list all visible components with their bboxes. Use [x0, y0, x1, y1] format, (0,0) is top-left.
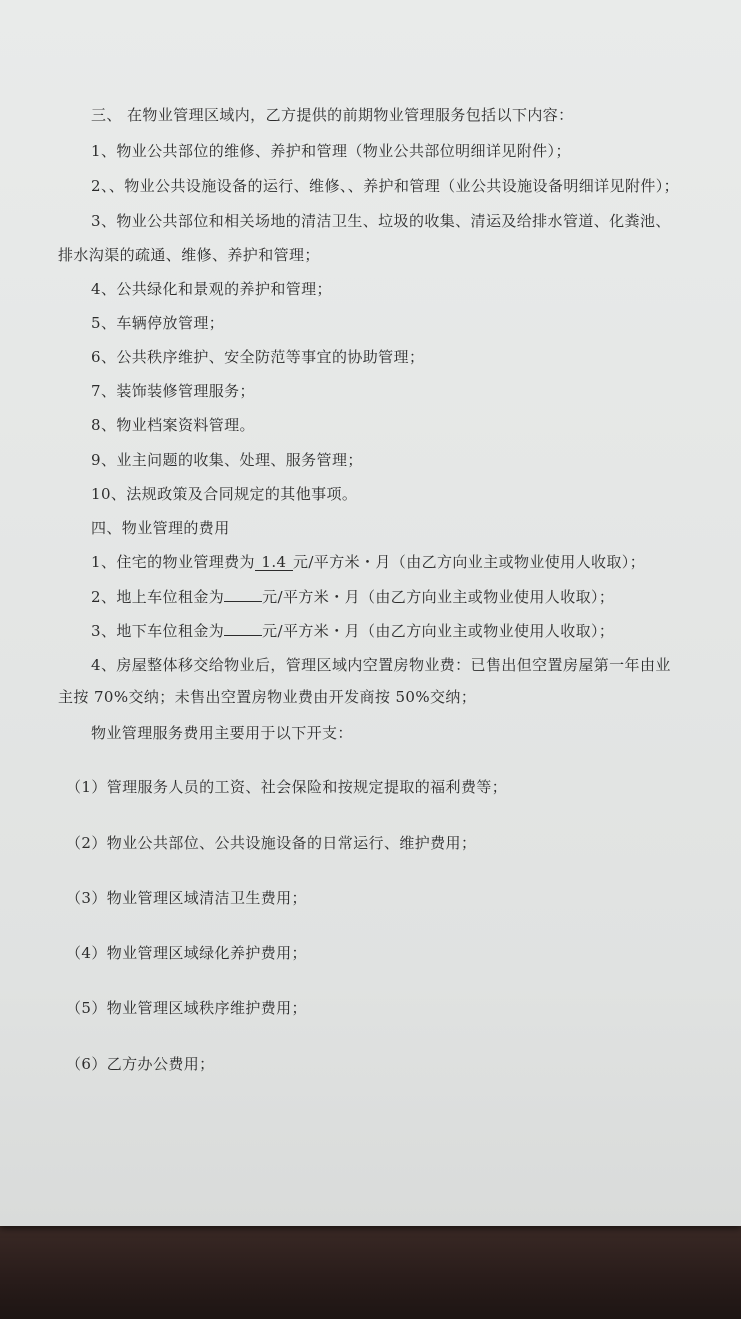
fee-1-value: 1.4 [255, 554, 293, 571]
service-item-8: 8、物业档案资料管理。 [91, 416, 255, 434]
fee-2-suffix: 元/平方米・月（由乙方向业主或物业使用人收取）； [262, 588, 615, 606]
service-item-7: 7、装饰装修管理服务； [91, 382, 255, 400]
fee-line-2 [91, 586, 614, 608]
service-item-4: 4、公共绿化和景观的养护和管理； [91, 280, 332, 298]
fee-2-prefix: 2、地上车位租金为 [91, 588, 225, 606]
fee-3-suffix: 元/平方米・月（由乙方向业主或物业使用人收取）； [262, 622, 615, 640]
fee-3-value [224, 635, 262, 636]
service-item-10: 10、法规政策及合同规定的其他事项。 [91, 485, 358, 503]
expense-item-4: （4）物业管理区域绿化养护费用； [66, 944, 307, 962]
expense-item-6: （6）乙方办公费用； [66, 1055, 215, 1073]
fee-1-prefix: 1、住宅的物业管理费为 [91, 553, 255, 571]
fee-line-1 [91, 551, 645, 573]
fee-3-prefix: 3、地下车位租金为 [91, 622, 225, 640]
service-item-3: 3、物业公共部位和相关场地的清洁卫生、垃圾的收集、清运及给排水管道、化粪池、 [91, 212, 671, 230]
fee-line-3 [91, 620, 614, 642]
service-item-3-continued: 排水沟渠的疏通、维修、养护和管理； [58, 246, 320, 264]
fee-line-4: 4、房屋整体移交给物业后，管理区域内空置房物业费：已售出但空置房屋第一年由业 [91, 656, 671, 674]
expense-item-2: （2）物业公共部位、公共设施设备的日常运行、维护费用； [66, 834, 477, 852]
service-item-9: 9、业主问题的收集、处理、服务管理； [91, 451, 363, 469]
fee-line-4-continued: 主按 70%交纳；未售出空置房物业费由开发商按 50%交纳； [58, 688, 477, 706]
section3-heading: 三、 在物业管理区域内，乙方提供的前期物业管理服务包括以下内容： [91, 106, 574, 124]
service-item-5: 5、车辆停放管理； [91, 314, 225, 332]
expense-item-5: （5）物业管理区域秩序维护费用； [66, 999, 307, 1017]
service-item-2: 2、、物业公共设施设备的运行、维修、、养护和管理（业公共设施设备明细详见附件）； [91, 177, 680, 195]
expenses-intro: 物业管理服务费用主要用于以下开支： [91, 724, 353, 742]
expense-item-1: （1）管理服务人员的工资、社会保险和按规定提取的福利费等； [66, 778, 508, 796]
service-item-6: 6、公共秩序维护、安全防范等事宜的协助管理； [91, 348, 425, 366]
fee-2-value [224, 601, 262, 602]
service-item-1: 1、物业公共部位的维修、养护和管理（物业公共部位明细详见附件）； [91, 142, 571, 160]
table-surface [0, 1222, 741, 1319]
fee-1-suffix: 元/平方米・月（由乙方向业主或物业使用人收取）； [292, 553, 646, 571]
section4-heading: 四、物业管理的费用 [91, 519, 230, 537]
expense-item-3: （3）物业管理区域清洁卫生费用； [66, 889, 307, 907]
